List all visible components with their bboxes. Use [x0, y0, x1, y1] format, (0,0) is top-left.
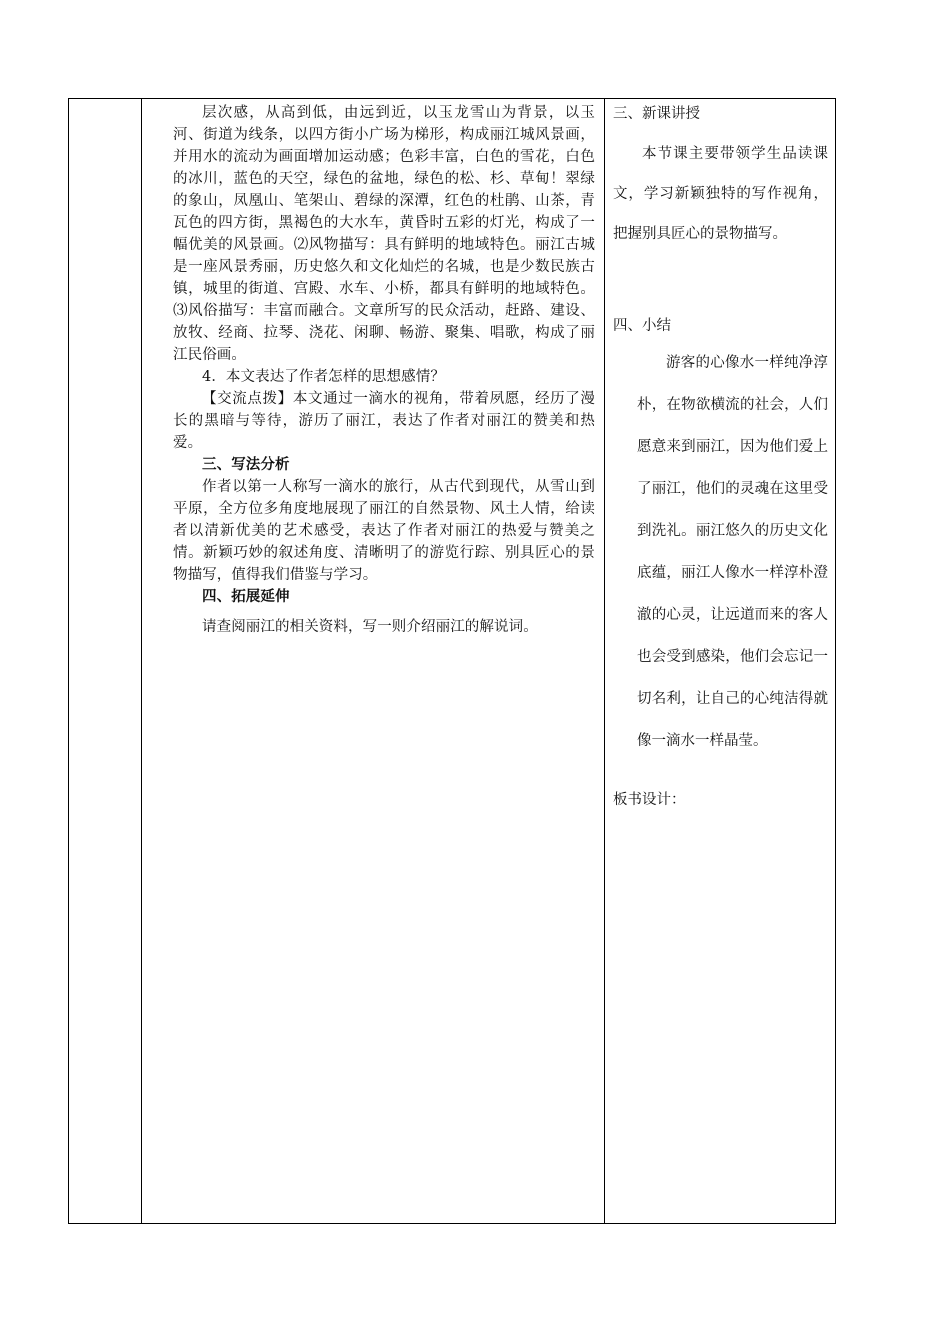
new-lesson-text: 本节课主要带领学生品读课文，学习新颖独特的写作视角，把握别具匠心的景物描写。: [613, 146, 828, 242]
summary-text: 游客的心像水一样纯净淳朴，在物欲横流的社会，人们愿意来到丽江，因为他们爱上了丽江，他们的灵魂在这里受到洗礼。丽江悠久的历史文化底蕴，丽江人像水一样淳朴澄澈的心灵，让远道而来的客人也会受到感染，他们会忘记一切名利，让自己的心纯洁得就像一滴水一样晶莹。: [637, 355, 828, 749]
board-design-label: 板书设计：: [613, 792, 686, 808]
section-heading-extension: 四、拓展延伸: [202, 588, 290, 605]
section-title-new-lesson: 三、新课讲授: [613, 106, 700, 122]
main-content-column: [173, 102, 595, 638]
lesson-plan-table: [68, 98, 836, 1224]
column-divider-right: [604, 99, 605, 1223]
section-heading-writing-analysis: 三、写法分析: [202, 456, 290, 473]
section-title-summary: 四、小结: [613, 318, 671, 334]
column-divider-left: [141, 99, 142, 1223]
writing-analysis-paragraph: 作者以第一人称写一滴水的旅行，从古代到现代，从雪山到平原，全方位多角度地展现了丽江的自然景物、风土人情，给读者以清新优美的艺术感受，表达了作者对丽江的热爱与赞美之情。新颖巧妙的叙述角度、清晰明了的游览行踪、别具匠心的景物描写，值得我们借鉴与学习。: [173, 479, 595, 583]
extension-task-paragraph: 请查阅丽江的相关资料，写一则介绍丽江的解说词。: [202, 619, 538, 635]
answer-4: 【交流点拨】本文通过一滴水的视角，带着夙愿，经历了漫长的黑暗与等待，游历了丽江，表达了作者对丽江的赞美和热爱。: [173, 391, 595, 451]
question-4: 4．本文表达了作者怎样的思想感情？: [202, 369, 445, 385]
teaching-notes-column: [613, 102, 828, 812]
scenery-analysis-paragraph: 层次感，从高到低，由远到近，以玉龙雪山为背景，以玉河、街道为线条，以四方街小广场为梯形，构成丽江城风景画，并用水的流动为画面增加运动感；色彩丰富，白色的雪花，白色的冰川，蓝色的天空，绿色的盆地，绿色的松、杉、草甸！翠绿的象山，凤凰山、笔架山、碧绿的深潭，红色的杜鹃、山茶，青瓦色的四方街，黑褐色的大水车，黄昏时五彩的灯光，构成了一幅优美的风景画。⑵风物描写：具有鲜明的地域特色。丽江古城是一座风景秀丽，历史悠久和文化灿烂的名城，也是少数民族古镇，城里的街道、宫殿、水车、小桥，都具有鲜明的地域特色。⑶风俗描写：丰富而融合。文章所写的民众活动，赶路、建设、放牧、经商、拉琴、浇花、闲聊、畅游、聚集、唱歌，构成了丽江民俗画。: [173, 105, 595, 363]
